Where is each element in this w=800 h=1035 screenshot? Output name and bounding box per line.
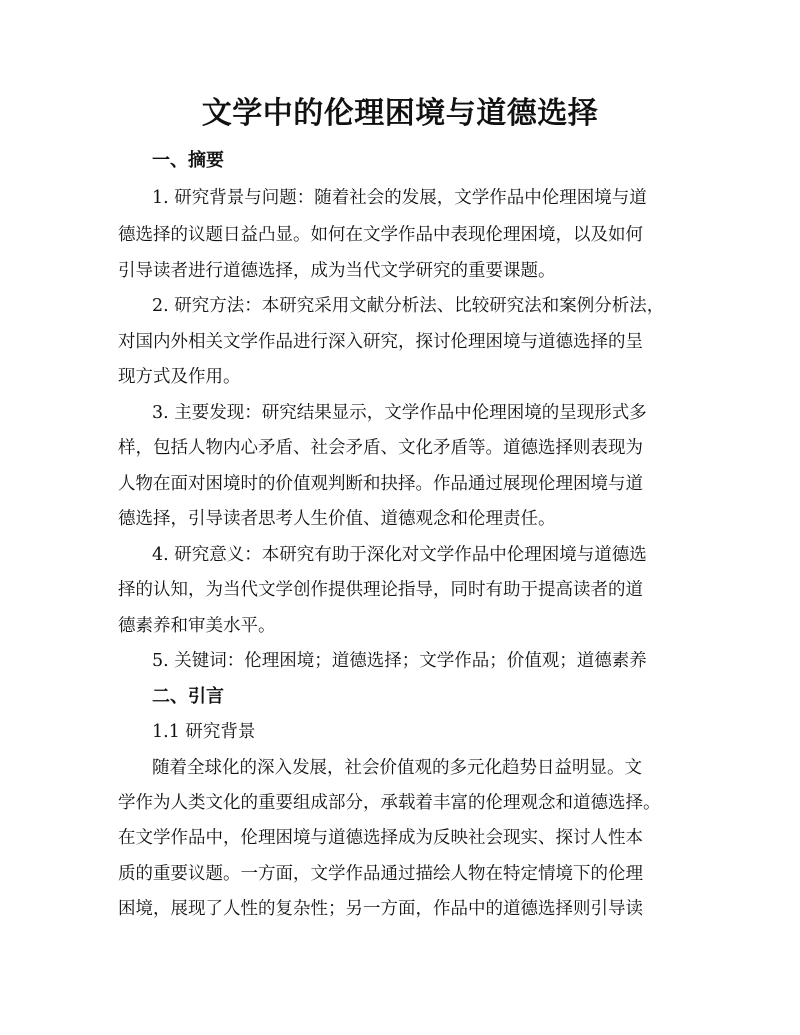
paragraph-line: 质的重要议题。一方面，文学作品通过描绘人物在特定情境下的伦理	[118, 864, 643, 884]
paragraph-line: 学作为人类文化的重要组成部分，承载着丰富的伦理观念和道德选择。	[118, 793, 661, 813]
paragraph-line: 在文学作品中，伦理困境与道德选择成为反映社会现实、探讨人性本	[118, 828, 643, 848]
paragraph-line: 随着全球化的深入发展，社会价值观的多元化趋势日益明显。文	[152, 758, 642, 778]
paragraph-line: 1. 研究背景与问题：随着社会的发展，文学作品中伦理困境与道	[152, 188, 647, 208]
keywords-line: 5. 关键词：伦理困境；道德选择；文学作品；价值观；道德素养	[152, 651, 647, 671]
paragraph-line: 困境，展现了人性的复杂性；另一方面，作品中的道德选择则引导读	[118, 899, 643, 919]
paragraph-line: 4. 研究意义：本研究有助于深化对文学作品中伦理困境与道德选	[152, 545, 647, 565]
paragraph-line: 择的认知，为当代文学创作提供理论指导，同时有助于提高读者的道	[118, 580, 643, 600]
paragraph-line: 样，包括人物内心矛盾、社会矛盾、文化矛盾等。道德选择则表现为	[118, 438, 643, 458]
section-heading-introduction: 二、引言	[152, 686, 224, 707]
paragraph-line: 人物在面对困境时的价值观判断和抉择。作品通过展现伦理困境与道	[118, 474, 643, 494]
paragraph-line: 对国内外相关文学作品进行深入研究，探讨伦理困境与道德选择的呈	[118, 332, 643, 352]
paragraph-line: 德选择，引导读者思考人生价值、道德观念和伦理责任。	[118, 509, 556, 529]
document-title: 文学中的伦理困境与道德选择	[201, 96, 599, 131]
paragraph-line: 2. 研究方法：本研究采用文献分析法、比较研究法和案例分析法，	[152, 296, 665, 316]
paragraph-line: 德素养和审美水平。	[118, 616, 276, 636]
paragraph-line: 现方式及作用。	[118, 367, 241, 387]
paragraph-line: 3. 主要发现：研究结果显示，文学作品中伦理困境的呈现形式多	[152, 403, 647, 423]
subsection-heading: 1.1 研究背景	[152, 722, 256, 742]
paragraph-line: 德选择的议题日益凸显。如何在文学作品中表现伦理困境，以及如何	[118, 225, 643, 245]
section-heading-abstract: 一、摘要	[152, 150, 224, 171]
paragraph-line: 引导读者进行道德选择，成为当代文学研究的重要课题。	[118, 261, 556, 281]
